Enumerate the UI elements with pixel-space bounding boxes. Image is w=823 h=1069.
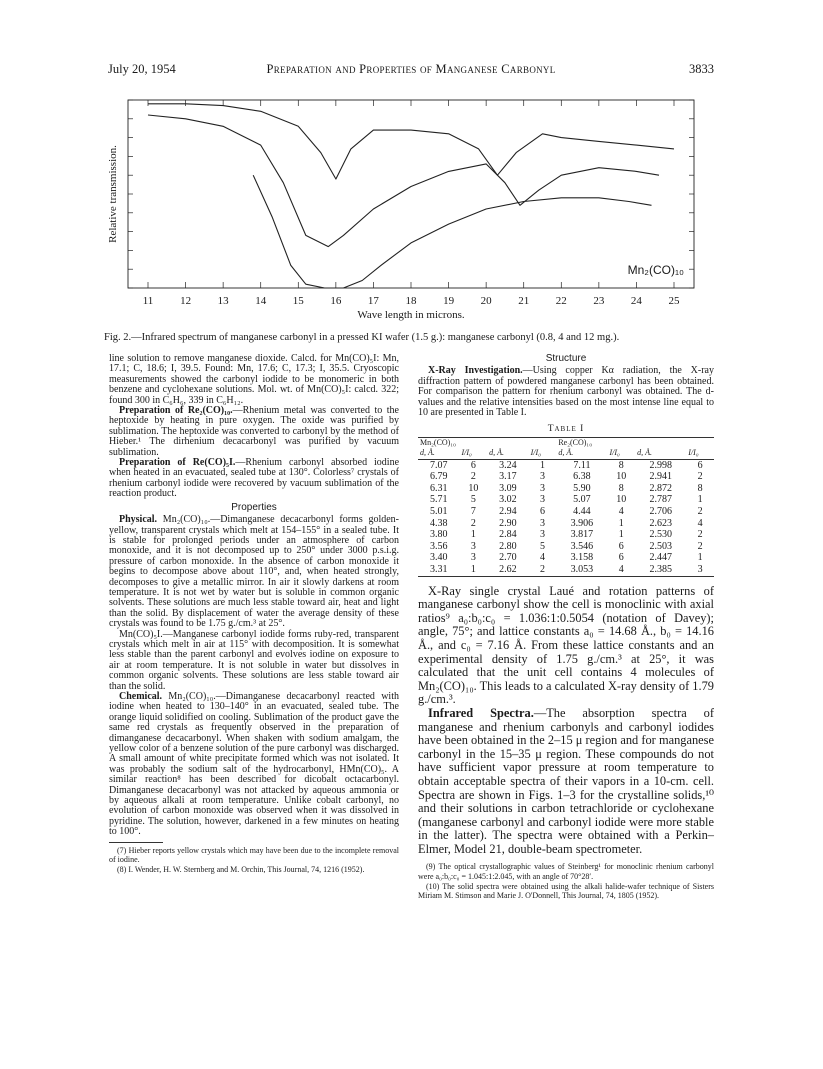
run-in-heading: Preparation of Re(CO)₅I.	[119, 457, 236, 469]
section-heading: Properties	[231, 501, 277, 513]
table-cell: 3.02	[499, 494, 517, 506]
table-cell: 2.94	[499, 506, 517, 518]
column-header: d, Å.	[487, 448, 528, 459]
table-title: Table I	[547, 424, 585, 435]
table-cell: 6	[539, 506, 545, 518]
section-heading: Structure	[545, 353, 587, 364]
paragraph-text: —Rhenium carbonyl absorbed iodine when heated in an evacuated, sealed tube at 130°. Colorless⁷ crystals of rhenium carbonyl iodide were recovered by vacuum sublimation of the reaction product.	[109, 457, 400, 500]
table-cell: 4.44	[573, 506, 591, 518]
table-cell: 3	[470, 540, 476, 552]
figure-caption: Fig. 2.—Infrared spectrum of manganese carbonyl in a pressed KI wafer (1.5 g.): manganese carbonyl (0.8, 4 and 12 mg.).	[104, 332, 620, 343]
table-cell: 1	[697, 494, 703, 506]
table-cell: 3.17	[499, 471, 517, 483]
table-cell: 6.31	[429, 482, 448, 494]
table-cell: 2	[529, 564, 557, 576]
x-axis-label: Wave length in microns.	[357, 309, 465, 321]
page-number: 3833	[689, 62, 714, 76]
table-cell: 3.24	[499, 459, 517, 471]
table-cell: 4	[539, 552, 545, 564]
table-cell: 4	[607, 564, 635, 576]
table-cell: 2.62	[487, 564, 528, 576]
table-cell: 5	[470, 494, 476, 506]
paragraph: line solution to remove manganese dioxide. Calcd. for Mn(CO)₅I: Mn, 17.1; C, 18.6; I, 39.5. Found: Mn, 17.6; C, 17.3; I, 35.5. Cryoscopic measurements showed the carbonyl iodide to be monomeric in both benzene and cyclohexane solutions. Mol. wt. of Mn(CO)₅I: calcd. 322; found 300 in C₆H₆, 339 in C₆H₁₂.	[109, 353, 399, 406]
table-cell: 4	[697, 517, 703, 529]
table-cell: 1	[618, 529, 624, 541]
table-cell: 3	[470, 552, 476, 564]
run-in-formula: Re₂(CO)₁₀.	[187, 405, 233, 417]
x-tick-label: 17	[367, 295, 379, 307]
table-cell: 5.01	[429, 506, 448, 518]
table-group-header: Re₂(CO)₁₀	[556, 437, 714, 448]
x-tick-label: 16	[330, 295, 342, 307]
table-cell: 3.09	[499, 482, 517, 494]
table-cell: 6	[618, 540, 624, 552]
table-row	[418, 494, 714, 506]
table-row	[418, 529, 714, 541]
column-header: I/I₀	[459, 448, 487, 459]
footnote: (10) The solid spectra were obtained using the alkali halide-wafer technique of Sisters Miriam M. Stimson and Marie J. O'Donnell, This Journal, 74, 1805 (1952).	[418, 881, 714, 901]
x-tick-label: 13	[217, 295, 229, 307]
table-cell: 5.71	[429, 494, 448, 506]
left-column	[109, 354, 399, 875]
table-cell: 5.07	[573, 494, 591, 506]
table-cell: 3.56	[429, 540, 448, 552]
table-cell: 6	[618, 552, 624, 564]
table-cell: 2.998	[649, 459, 672, 471]
table-cell: 2.530	[649, 529, 672, 541]
spectrum-line-1	[148, 104, 674, 179]
table-cell: 2.70	[499, 552, 517, 564]
table-cell: 1	[459, 564, 487, 576]
x-tick-label: 15	[292, 295, 304, 307]
x-tick-label: 11	[142, 295, 154, 307]
spectrum-line-3	[253, 175, 651, 288]
column-header: I/I₀	[686, 448, 714, 459]
table-cell: 2	[697, 471, 703, 483]
table-cell: 3.546	[570, 540, 594, 552]
table-row	[418, 564, 714, 576]
table-row	[418, 471, 714, 483]
table-cell: 2	[697, 529, 703, 541]
table-cell: 3.158	[570, 552, 594, 564]
x-tick-label: 23	[593, 295, 605, 307]
paragraph: X-Ray single crystal Laué and rotation patterns of manganese carbonyl show the cell is monoclinic with axial ratios⁹ a₀:b₀:c₀ = 1.036:1:0.5054 (notation of Davey); angle, 75°; and lattice constants a₀ = 14.68 Å., b₀ = 14.16 Å., and c₀ = 7.16 Å. From these lattice constants and an experimental density of 1.75 g./cm.³ at 25°, it was calculated that the unit cell contains 4 molecules of Mn₂(CO)₁₀. This leads to a calculated X-ray density of 1.79 g./cm.³.	[418, 583, 714, 707]
x-tick-label: 12	[180, 295, 192, 307]
table-cell: 6	[470, 459, 476, 471]
x-tick-label: 21	[518, 295, 530, 307]
table-cell: 2.623	[649, 517, 672, 529]
column-header: I/I₀	[529, 448, 557, 459]
table-cell: 6	[697, 459, 703, 471]
footnote-rule	[109, 842, 163, 843]
paragraph: Mn(CO)₅I.—Manganese carbonyl iodide forms ruby-red, transparent crystals which melt in air at 115° with decomposition. It is somewhat less stable than the parent carbonyl and evolves iodine on exposure to air at room temperature. It is not soluble in water but dissolves in common organic solvents. These solutions are less stable toward air than the solid.	[109, 628, 399, 692]
paragraph	[109, 458, 399, 500]
table-cell: 10	[616, 471, 627, 483]
footnote: (7) Hieber reports yellow crystals which may have been due to the incomplete removal of iodine.	[109, 845, 399, 864]
table-cell: 2	[470, 517, 476, 529]
footnote: (9) The optical crystallographic values of Steinberg¹ for monoclinic rhenium carbonyl were a₀:b₀:c₀ = 1.045:1:2.045, with an angle of 70°28′.	[418, 862, 714, 881]
table-cell: 10	[616, 494, 627, 506]
table-cell: 8	[618, 482, 624, 494]
paragraph-text: Mn₂(CO)₁₀.—Dimanganese decacarbonyl reacted with iodine when heated to 130–140° in an evacuated, sealed tube. The orange liquid solidified on cooling. Sublimation of the product gave the same red crystals as frequently observed in the preparation of dimanganese decacarbonyl. When shaken with sodium amalgam, the yellow color of a benzene solution of the pure carbonyl was discharged. A small amount of white precipitate formed which was not isolated. It was probably the sodium salt of the hydrocarbonyl, HMn(CO)₅. A similar reaction⁸ has been described for dicobalt octacarbonyl. Dimanganese decacarbonyl was not attacked by aqueous ammonia or by aqueous alkali at room temperature. Unlike cobalt carbonyl, no evolution of carbon monoxide was observed when it was dissolved in pyridine. The solution, however, darkened in a few minutes on heating to 100°.	[109, 691, 399, 838]
table-cell: 2.706	[649, 506, 672, 518]
table-row	[418, 552, 714, 564]
table-cell: 3.817	[570, 529, 594, 541]
paragraph-text: —Rhenium metal was converted to the heptoxide by heating in pure oxygen. The oxide was purified by sublimation. The heptoxide was converted to carbonyl by the method of Hieber.¹ The dirhenium decacarbonyl was purified by vacuum sublimation.	[109, 405, 399, 458]
chart-annotation: Mn₂(CO)₁₀	[627, 263, 684, 277]
x-tick-label: 20	[480, 295, 492, 307]
header-title: Preparation and Properties of Manganese Carbonyl	[266, 62, 556, 76]
xray-table	[418, 437, 714, 577]
run-in-heading: X-Ray Investigation.	[428, 365, 523, 377]
x-tick-label: 22	[555, 295, 567, 307]
y-axis-label: Relative transmission.	[107, 145, 119, 243]
x-tick-label: 19	[443, 295, 455, 307]
footnote: (8) I. Wender, H. W. Sternberg and M. Orchin, This Journal, 74, 1216 (1952).	[117, 865, 365, 875]
column-header: d, Å.	[418, 448, 459, 459]
footnotes	[418, 862, 714, 900]
table-row	[418, 541, 714, 553]
paragraph-text: —Using copper Kα radiation, the X-ray diffraction pattern of powdered manganese carbonyl has been obtained. For comparison the pattern for rhenium carbonyl was obtained. The d-values and the relative intensities based on the most intense line equal to 10 are presented in Table I.	[418, 365, 714, 419]
table-cell: 5.90	[573, 482, 591, 494]
table-cell: 10	[468, 482, 479, 494]
x-tick-label: 24	[630, 295, 642, 307]
table-cell: 3.906	[570, 517, 594, 529]
table-cell: 2.447	[649, 552, 672, 564]
table-cell: 3	[539, 517, 545, 529]
plot-frame	[128, 100, 694, 288]
column-header: d, Å.	[556, 448, 607, 459]
table-cell: 3	[539, 482, 545, 494]
table-cell: 1	[618, 517, 624, 529]
table-cell: 2	[470, 471, 476, 483]
table-cell: 3.053	[556, 564, 607, 576]
run-in-heading: Preparation of	[119, 405, 184, 417]
table-cell: 8	[697, 482, 703, 494]
table-cell: 1	[470, 529, 476, 541]
table-cell: 3	[539, 494, 545, 506]
table-cell: 8	[618, 459, 624, 471]
infrared-spectrum-chart	[104, 92, 720, 350]
table-cell: 2.941	[649, 471, 672, 483]
table-cell: 3.80	[429, 529, 448, 541]
table-cell: 3.31	[418, 564, 459, 576]
table-row	[418, 483, 714, 495]
column-header: I/I₀	[607, 448, 635, 459]
footnotes	[109, 842, 399, 875]
table-cell: 2.503	[649, 540, 672, 552]
table-cell: 1	[697, 552, 703, 564]
table-row	[418, 459, 714, 471]
paragraph	[109, 406, 399, 458]
table-cell: 4	[618, 506, 624, 518]
table-cell: 7.11	[573, 459, 591, 471]
paragraph	[418, 707, 714, 857]
run-in-heading: Chemical.	[119, 691, 163, 702]
table-cell: 1	[539, 459, 545, 471]
column-header: d, Å.	[635, 448, 686, 459]
run-in-heading: Infrared Spectra.	[428, 705, 534, 720]
table-cell: 3	[686, 564, 714, 576]
chart-svg	[104, 92, 720, 332]
running-header	[108, 62, 714, 80]
paragraph-text: Mn₂(CO)₁₀.—Dimanganese decacarbonyl forms golden-yellow, transparent crystals which melt at 154–155° in a sealed tube. It is stable for prolonged periods under an atmosphere of carbon monoxide, and it is not decomposed up to 250° under 3000 p.s.i.g. pressure of carbon monoxide. In the absence of carbon monoxide it begins to decompose above about 110°, and, when heated strongly, decomposes to give a metallic mirror. In air it slowly darkens at room temperature. It is not wet by water but is soluble in common organic solvents. These solutions are much less stable toward air, heat and light than the solid. By displacement of water the average density of these crystals was found to be 1.75 g./cm.³ at 25°.	[109, 514, 399, 630]
run-in-heading: Physical.	[119, 514, 158, 526]
header-date: July 20, 1954	[108, 62, 176, 76]
table-cell: 2.385	[635, 564, 686, 576]
x-tick-label: 14	[255, 295, 267, 307]
paragraph	[109, 515, 399, 629]
table-cell: 3.40	[429, 552, 448, 564]
table-cell: 2.84	[499, 529, 517, 541]
right-column	[418, 354, 714, 901]
paragraph	[109, 692, 399, 838]
table-cell: 6.79	[429, 471, 448, 483]
table-cell: 2	[697, 540, 703, 552]
table-cell: 7.07	[429, 459, 448, 471]
paragraph	[418, 366, 714, 418]
x-tick-label: 18	[405, 295, 417, 307]
paragraph-text: —The absorption spectra of manganese and rhenium carbonyls and carbonyl iodides have been obtained in the 2–15 μ region and for manganese carbonyl in the 15–35 μ region. These compounds do not have sufficient vapor pressure at room temperature to obtain acceptable spectra of their vapors in a 10-cm. cell. Spectra are shown in Figs. 1–3 for the crystalline solids,¹⁰ and their solutions in carbon tetrachloride or cyclohexane (manganese carbonyl and carbonyl iodide were more stable in the latter). The spectra were obtained with a Perkin–Elmer, Model 21, double-beam spectrometer.	[418, 705, 715, 856]
table-cell: 4.38	[429, 517, 448, 529]
table-cell: 2	[697, 506, 703, 518]
x-tick-label: 25	[668, 295, 680, 307]
table-cell: 3	[539, 471, 545, 483]
table-cell: 5	[539, 540, 545, 552]
spectrum-line-2	[148, 115, 659, 247]
table-cell: 2.787	[649, 494, 672, 506]
table-cell: 2.872	[649, 482, 672, 494]
table-cell: 3	[539, 529, 545, 541]
table-row	[418, 518, 714, 530]
table-cell: 6.38	[573, 471, 591, 483]
table-cell: 2.80	[499, 540, 517, 552]
table-cell: 7	[470, 506, 476, 518]
table-group-header: Mn₂(CO)₁₀	[418, 437, 556, 448]
table-row	[418, 506, 714, 518]
table-cell: 2.90	[499, 517, 517, 529]
